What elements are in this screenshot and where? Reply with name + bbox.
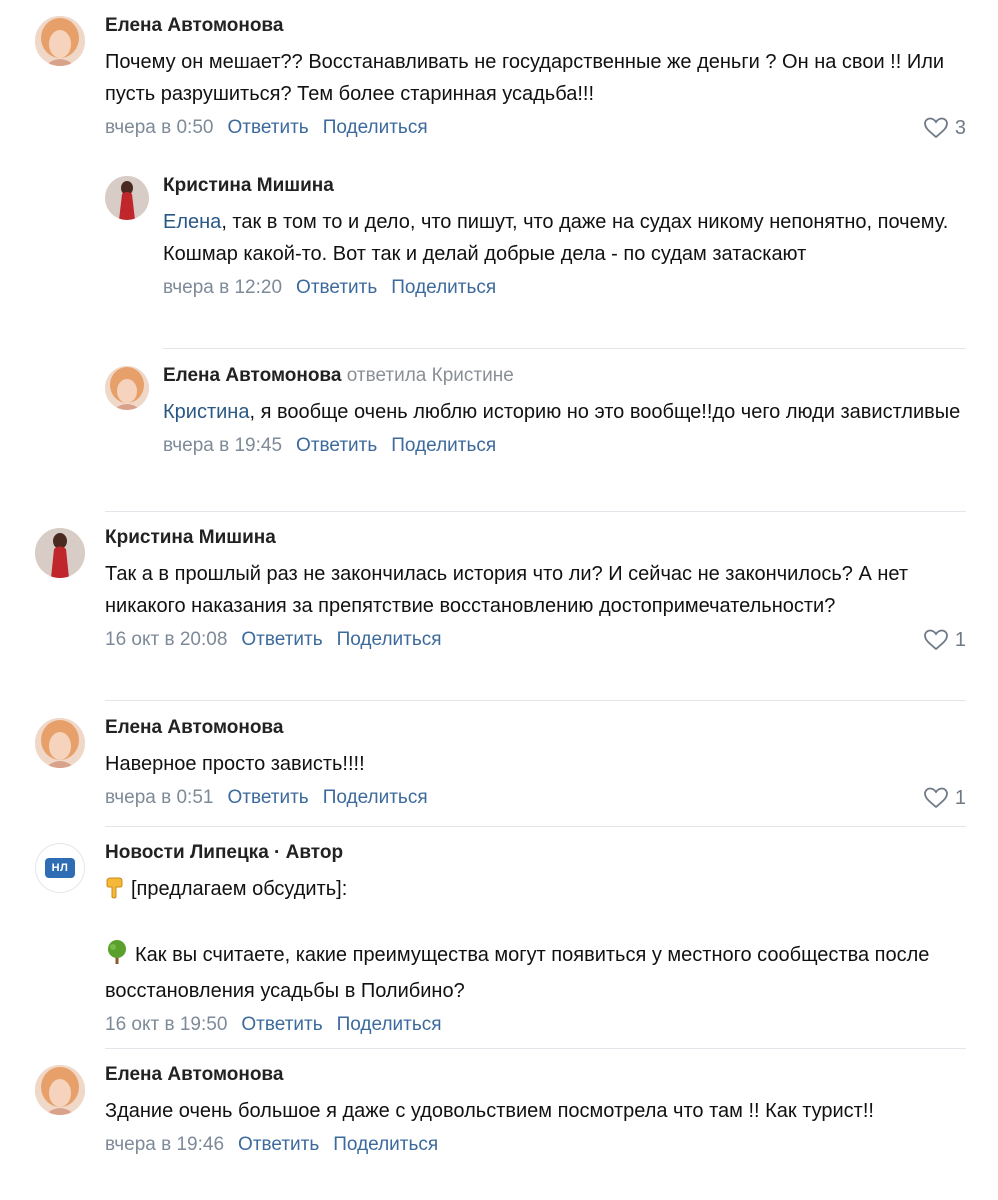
comment-author[interactable]: Елена Автомонова: [105, 1064, 284, 1085]
reply-button[interactable]: Ответить: [227, 117, 309, 138]
avatar-photo-icon: [105, 176, 149, 220]
divider: [105, 826, 966, 827]
like-count: 1: [954, 629, 966, 651]
reply-to-label[interactable]: ответила Кристине: [346, 365, 514, 386]
comment-line: [105, 873, 966, 909]
share-button[interactable]: Поделиться: [336, 629, 442, 650]
comment-date[interactable]: вчера в 0:51: [105, 787, 214, 808]
reply-button[interactable]: Ответить: [296, 277, 378, 298]
deciduous-tree-icon: [105, 939, 129, 975]
comment-date[interactable]: 16 окт в 20:08: [105, 629, 228, 650]
avatar[interactable]: [105, 366, 149, 410]
avatar[interactable]: [35, 16, 85, 66]
reply-button[interactable]: Ответить: [241, 629, 323, 650]
avatar-photo-icon: [105, 366, 149, 410]
comment-author[interactable]: Новости Липецка · Автор: [105, 842, 344, 863]
comment-author: [163, 364, 966, 390]
like-count: 3: [954, 117, 966, 139]
comment-text: Наверное просто зависть!!!!: [105, 753, 365, 775]
heart-outline-icon: [923, 628, 949, 652]
mention-link[interactable]: Елена: [163, 211, 222, 233]
comment-date[interactable]: 16 окт в 19:50: [105, 1014, 228, 1035]
share-button[interactable]: Поделиться: [391, 277, 497, 298]
comment-text: Здание очень большое я даже с удовольствием посмотрела что там !! Как турист!!: [105, 1100, 874, 1122]
comment-author[interactable]: Кристина Мишина: [105, 527, 276, 548]
avatar[interactable]: [35, 528, 85, 578]
divider: [105, 1048, 966, 1049]
avatar-photo-icon: [35, 718, 85, 768]
avatar[interactable]: [105, 176, 149, 220]
reply-button[interactable]: Ответить: [238, 1134, 320, 1155]
reply-button[interactable]: Ответить: [227, 787, 309, 808]
avatar-photo-icon: [35, 1065, 85, 1115]
comment-meta: [163, 276, 966, 304]
comment-meta: [163, 434, 966, 462]
like-button[interactable]: [923, 786, 966, 810]
comment-author[interactable]: Елена Автомонова: [105, 15, 284, 36]
spacer: [105, 909, 966, 939]
comment-text-body: , я вообще очень люблю историю но это вообще!!до чего люди завистливые: [249, 401, 961, 423]
avatar-photo-icon: [35, 528, 85, 578]
comment-text: [163, 396, 966, 428]
divider: [105, 700, 966, 701]
mention-link[interactable]: Кристина: [163, 401, 250, 423]
share-button[interactable]: Поделиться: [336, 1014, 442, 1035]
share-button[interactable]: Поделиться: [322, 787, 428, 808]
share-button[interactable]: Поделиться: [322, 117, 428, 138]
reply-button[interactable]: Ответить: [241, 1014, 323, 1035]
comment-author[interactable]: Кристина Мишина: [163, 175, 334, 196]
comment-date[interactable]: вчера в 12:20: [163, 277, 283, 298]
like-button[interactable]: [923, 116, 966, 140]
comment-line: [105, 939, 966, 1007]
heart-outline-icon: [923, 116, 949, 140]
comment-text: Почему он мешает?? Восстанавливать не государственные же деньги ? Он на свои !! Или пусть разрушиться? Тем более старинная усадьба!!!: [105, 51, 945, 105]
comment-author[interactable]: Елена Автомонова: [105, 717, 284, 738]
comment-text: [105, 873, 966, 1007]
avatar[interactable]: [35, 718, 85, 768]
like-count: 1: [954, 787, 966, 809]
comment-text-body: [предлагаем обсудить]:: [131, 878, 348, 900]
backhand-index-pointing-down-icon: [105, 875, 125, 909]
reply-button[interactable]: Ответить: [296, 435, 378, 456]
avatar[interactable]: [35, 1065, 85, 1115]
comment-text-body: Как вы считаете, какие преимущества могут появиться у местного сообщества после восстановления усадьбы в Полибино?: [105, 944, 930, 1002]
like-button[interactable]: [923, 628, 966, 652]
comment-date[interactable]: вчера в 19:45: [163, 435, 283, 456]
comment-text-body: , так в том то и дело, что пишут, что даже на судах никому непонятно, почему. Кошмар какой-то. Вот так и делай добрые дела - по судам затаскают: [163, 211, 949, 265]
heart-outline-icon: [923, 786, 949, 810]
comment-date[interactable]: вчера в 0:50: [105, 117, 214, 138]
comment-meta: [105, 1013, 966, 1041]
comment-meta: [105, 628, 966, 656]
comment-text: [163, 206, 966, 270]
author-name[interactable]: Елена Автомонова: [163, 365, 342, 386]
divider: [163, 348, 966, 349]
comment-meta: [105, 786, 966, 814]
divider: [105, 511, 966, 512]
share-button[interactable]: Поделиться: [333, 1134, 439, 1155]
avatar-photo-icon: [35, 16, 85, 66]
comment-meta: [105, 1133, 966, 1161]
brand-logo: НЛ: [45, 858, 75, 878]
share-button[interactable]: Поделиться: [391, 435, 497, 456]
comment-text: Так а в прошлый раз не закончилась история что ли? И сейчас не закончилось? А нет никакого наказания за препятствие восстановлению достопримечательности?: [105, 563, 908, 617]
comment-date[interactable]: вчера в 19:46: [105, 1134, 225, 1155]
comment-meta: [105, 116, 966, 144]
avatar[interactable]: [35, 843, 85, 893]
